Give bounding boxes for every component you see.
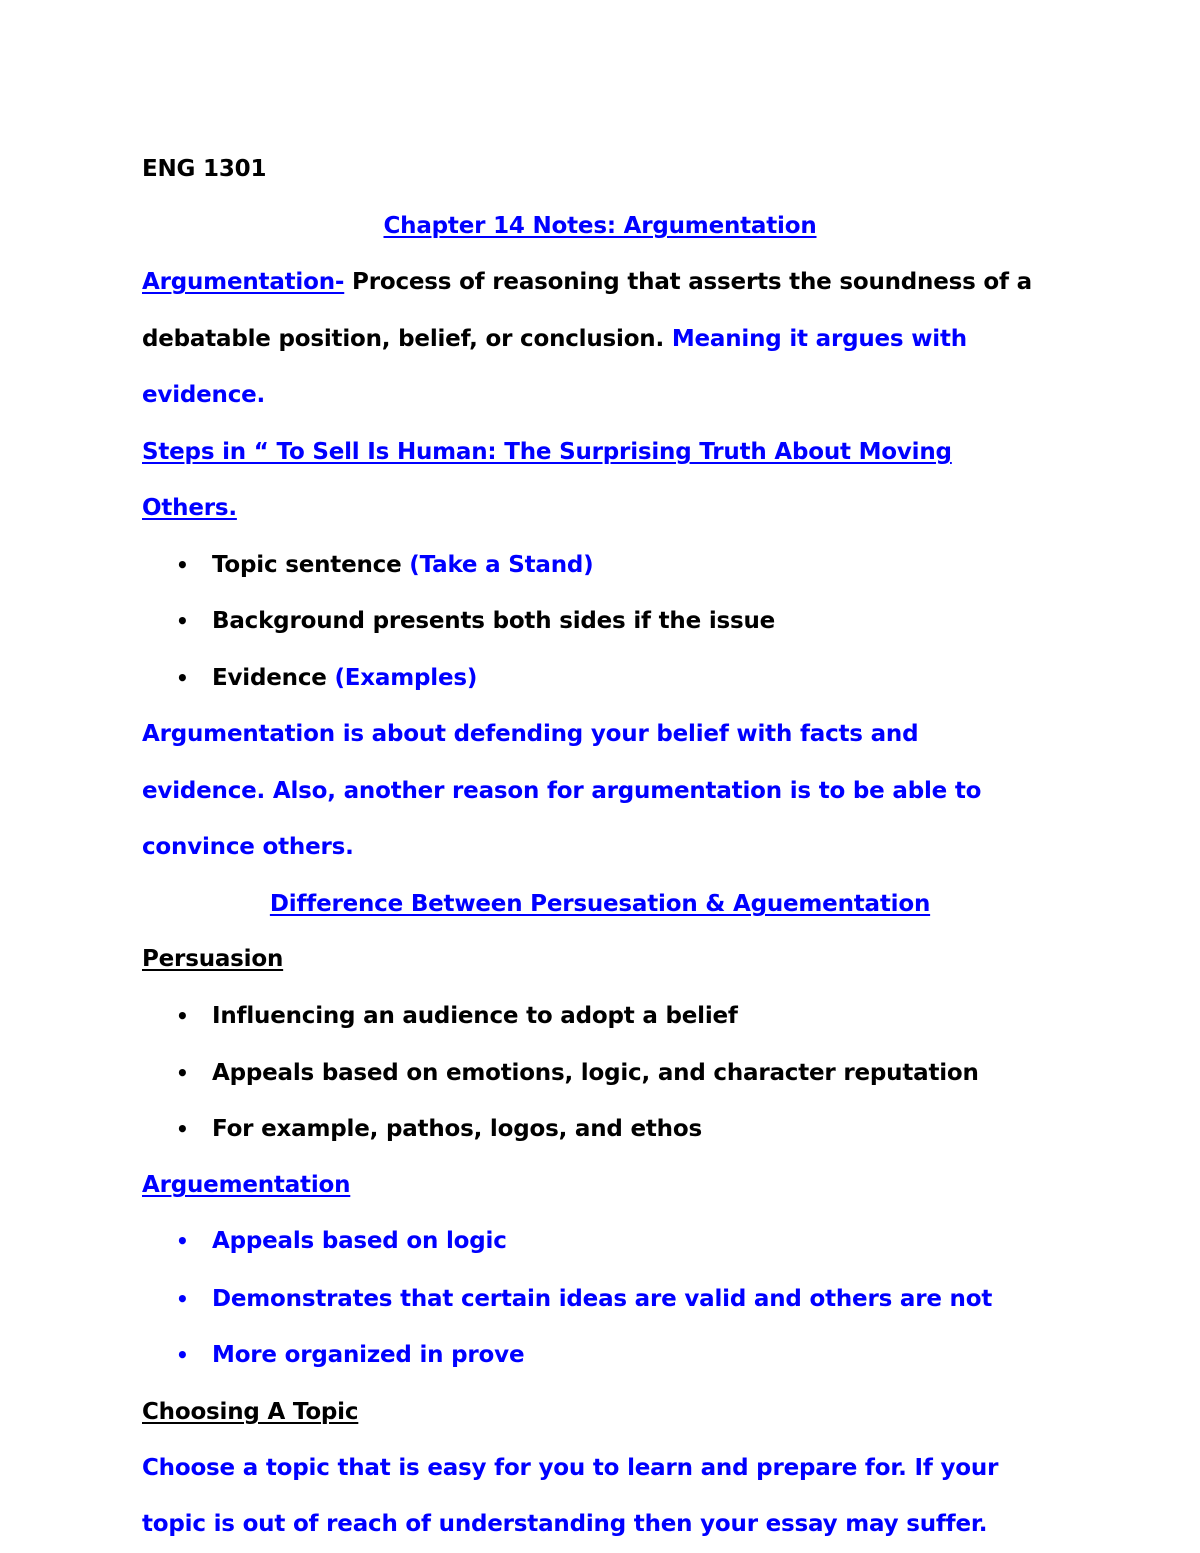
list-item-note: (Examples) (334, 665, 478, 691)
summary-line: Argumentation is about defending your belief with facts and (142, 721, 919, 747)
steps-heading-text: Steps in “ To Sell Is Human: The Surprising Truth About Moving (142, 439, 952, 465)
list-item-text: Influencing an audience to adopt a belief (212, 1003, 738, 1029)
choosing-heading-text: Choosing A Topic (142, 1399, 359, 1425)
page-title (0, 212, 1200, 240)
definition-line-3: evidence. (142, 382, 266, 408)
summary-line: convince others. (142, 834, 354, 860)
bullet-icon: • (176, 1117, 189, 1141)
definition-text: Process of reasoning that asserts the soundness of a (344, 269, 1032, 295)
course-code: ENG 1301 (142, 156, 267, 182)
list-item-text: Evidence (212, 665, 335, 691)
steps-heading-line-2 (142, 494, 237, 522)
bullet-icon: • (176, 1229, 189, 1253)
list-item-text: Appeals based on emotions, logic, and character reputation (212, 1060, 979, 1086)
list-item (176, 607, 776, 635)
list-item (176, 664, 478, 692)
persuasion-heading-text: Persuasion (142, 946, 284, 972)
list-item-text: Background presents both sides if the issue (212, 608, 776, 634)
definition-text: debatable position, belief, or conclusion. (142, 326, 672, 352)
list-item-text: Appeals based on logic (212, 1228, 507, 1254)
choosing-heading (142, 1398, 358, 1426)
bullet-icon: • (176, 1343, 189, 1367)
definition-term: Argumentation- (142, 269, 345, 295)
arguementation-heading (142, 1171, 350, 1199)
definition-line-2 (142, 325, 967, 353)
bullet-icon: • (176, 609, 189, 633)
list-item-text: Demonstrates that certain ideas are valid and others are not (212, 1286, 993, 1312)
definition-line-1 (142, 268, 1032, 296)
bullet-icon: • (176, 553, 189, 577)
steps-heading-line-1 (142, 438, 952, 466)
arguementation-heading-text: Arguementation (142, 1172, 351, 1198)
list-item (176, 1059, 979, 1087)
list-item (176, 1285, 993, 1313)
list-item-text: For example, pathos, logos, and ethos (212, 1116, 702, 1142)
choosing-line: topic is out of reach of understanding then your essay may suffer. (142, 1511, 988, 1537)
list-item (176, 1115, 702, 1143)
bullet-icon: • (176, 1061, 189, 1085)
bullet-icon: • (176, 666, 189, 690)
list-item (176, 1227, 507, 1255)
list-item-text: Topic sentence (212, 552, 410, 578)
summary-line: evidence. Also, another reason for argumentation is to be able to (142, 778, 982, 804)
title-text: Chapter 14 Notes: Argumentation (383, 213, 817, 239)
list-item (176, 1002, 738, 1030)
bullet-icon: • (176, 1004, 189, 1028)
steps-heading-text: Others. (142, 495, 237, 521)
definition-note: Meaning it argues with (671, 326, 967, 352)
list-item (176, 551, 594, 579)
bullet-icon: • (176, 1287, 189, 1311)
difference-heading (0, 890, 1200, 918)
list-item-note: (Take a Stand) (409, 552, 594, 578)
list-item (176, 1341, 525, 1369)
persuasion-heading (142, 945, 283, 973)
list-item-text: More organized in prove (212, 1342, 525, 1368)
difference-heading-text: Difference Between Persuesation & Aguementation (269, 891, 931, 917)
choosing-line: Choose a topic that is easy for you to learn and prepare for. If your (142, 1455, 999, 1481)
